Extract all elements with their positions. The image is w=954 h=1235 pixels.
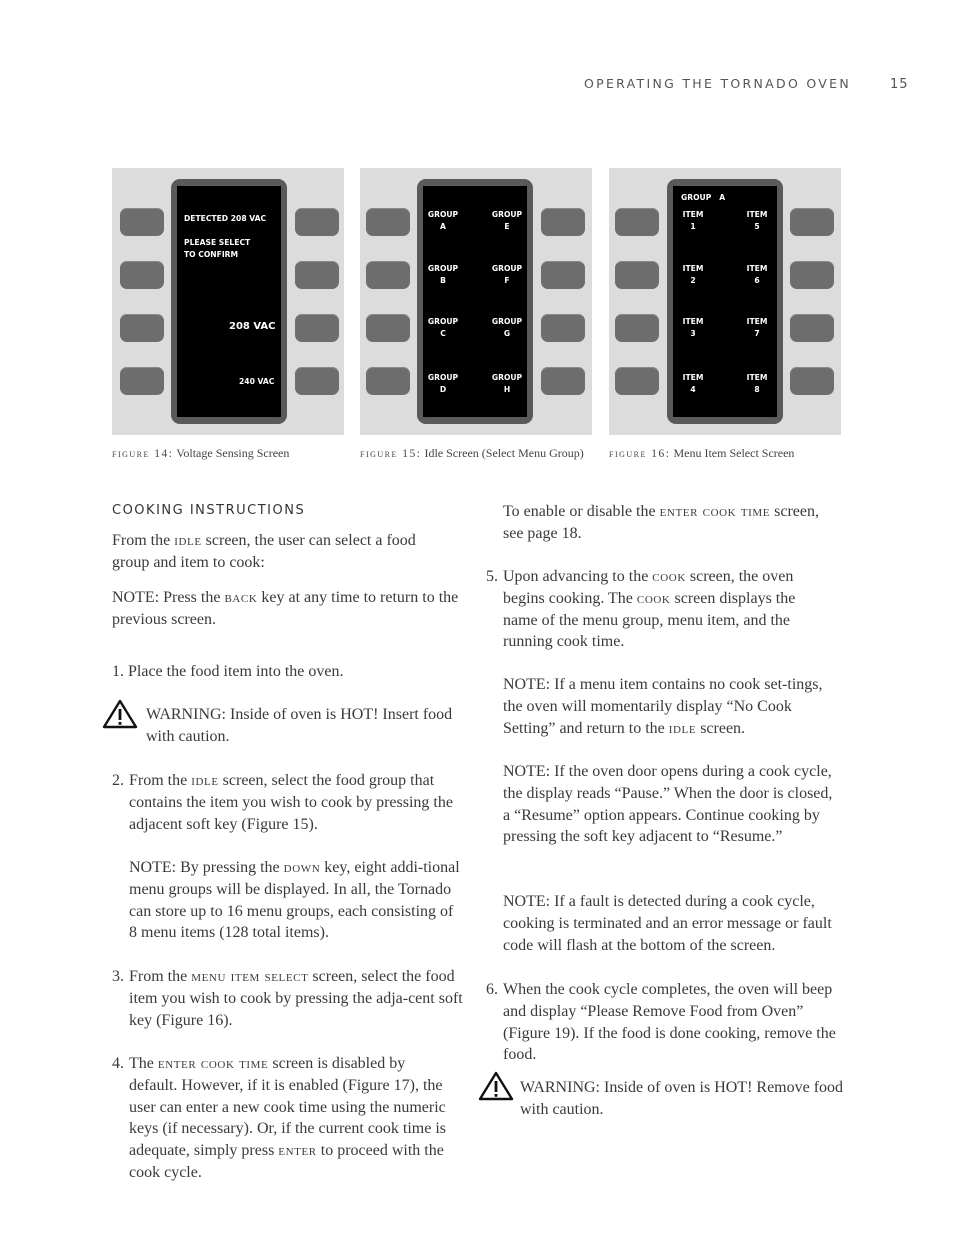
step-4-number: 4. bbox=[112, 1055, 124, 1072]
soft-key-left-2 bbox=[366, 261, 410, 289]
screen-line: TO CONFIRM bbox=[184, 250, 239, 259]
soft-key-left-3 bbox=[120, 314, 164, 342]
figure-14-voltage-screen bbox=[112, 168, 344, 435]
running-header: OPERATING THE TORNADO OVEN bbox=[584, 76, 851, 91]
page-number: 15 bbox=[890, 77, 909, 92]
soft-key-left-1 bbox=[615, 208, 659, 236]
menu-group-cell: GROUP B bbox=[427, 264, 459, 285]
menu-item-cell: ITEM 8 bbox=[746, 373, 768, 394]
step-5-note-door: NOTE: If the oven door opens during a cook cycle, the display reads “Pause.” When the door is closed, a “Resume” option appears. Continue cooking by pressing the soft key adjacent to “Resume.” bbox=[503, 763, 833, 846]
figure-16-caption: figure 16: Menu Item Select Screen bbox=[609, 446, 795, 460]
menu-group-cell: GROUP H bbox=[491, 373, 523, 394]
display-screen bbox=[673, 186, 777, 417]
warning-1: WARNING: Inside of oven is HOT! Insert food with caution. bbox=[146, 706, 453, 745]
soft-key-right-3 bbox=[541, 314, 585, 342]
warning-2: WARNING: Inside of oven is HOT! Remove food with caution. bbox=[520, 1079, 844, 1118]
screen-line: PLEASE SELECT bbox=[184, 238, 251, 247]
soft-key-right-4 bbox=[295, 367, 339, 395]
soft-key-left-4 bbox=[615, 367, 659, 395]
menu-item-cell: ITEM 4 bbox=[682, 373, 704, 394]
display-bezel bbox=[667, 179, 783, 424]
menu-item-cell: ITEM 2 bbox=[682, 264, 704, 285]
warning-icon bbox=[478, 1071, 514, 1101]
display-bezel bbox=[417, 179, 533, 424]
soft-key-left-4 bbox=[366, 367, 410, 395]
soft-key-left-1 bbox=[366, 208, 410, 236]
figure-16-menu-item-screen bbox=[609, 168, 841, 435]
soft-key-right-3 bbox=[790, 314, 834, 342]
soft-key-right-1 bbox=[295, 208, 339, 236]
soft-key-right-2 bbox=[541, 261, 585, 289]
step-3-number: 3. bbox=[112, 968, 124, 985]
display-screen bbox=[177, 186, 281, 417]
soft-key-right-1 bbox=[541, 208, 585, 236]
step-4-continued: To enable or disable the enter cook time screen, see page 18. bbox=[503, 503, 819, 542]
screen-line: DETECTED 208 VAC bbox=[184, 214, 267, 223]
soft-key-right-2 bbox=[790, 261, 834, 289]
step-1: 1. Place the food item into the oven. bbox=[112, 663, 344, 680]
soft-key-right-2 bbox=[295, 261, 339, 289]
menu-item-cell: ITEM 3 bbox=[682, 317, 704, 338]
menu-group-cell: GROUP E bbox=[491, 210, 523, 231]
warning-icon bbox=[102, 699, 138, 729]
display-screen bbox=[423, 186, 527, 417]
screen-option: 240 VAC bbox=[239, 377, 275, 386]
soft-key-left-3 bbox=[615, 314, 659, 342]
figure-14-caption: figure 14: Voltage Sensing Screen bbox=[112, 446, 290, 460]
screen-group-title: GROUP A bbox=[681, 193, 726, 202]
menu-item-cell: ITEM 7 bbox=[746, 317, 768, 338]
step-5-note-no-settings: NOTE: If a menu item contains no cook set-tings, the oven will momentarily display “No Cook Setting” and return to the idle screen. bbox=[503, 676, 823, 737]
step-4: The enter cook time screen is disabled by default. However, if it is enabled (Figure 17), the user can enter a new cook time using the numeric keys (if necessary). Or, if the current cook time is adequate, simply press enter to proceed with the cook cycle. bbox=[129, 1055, 447, 1181]
section-title: COOKING INSTRUCTIONS bbox=[112, 503, 306, 518]
soft-key-left-3 bbox=[366, 314, 410, 342]
soft-key-right-3 bbox=[295, 314, 339, 342]
step-5: Upon advancing to the cook screen, the oven begins cooking. The cook screen displays the name of the menu group, menu item, and the running cook time. bbox=[503, 568, 796, 651]
step-3: From the menu item select screen, select the food item you wish to cook by pressing the adja-cent soft key (Figure 16). bbox=[129, 968, 463, 1029]
menu-item-cell: ITEM 1 bbox=[682, 210, 704, 231]
menu-group-cell: GROUP A bbox=[427, 210, 459, 231]
step-6-number: 6. bbox=[486, 981, 498, 998]
figure-15-caption: figure 15: Idle Screen (Select Menu Group) bbox=[360, 446, 584, 460]
intro-paragraph: From the idle screen, the user can select a food group and item to cook: bbox=[112, 532, 416, 571]
soft-key-right-4 bbox=[541, 367, 585, 395]
soft-key-left-2 bbox=[120, 261, 164, 289]
soft-key-right-4 bbox=[790, 367, 834, 395]
soft-key-left-1 bbox=[120, 208, 164, 236]
step-2-note: NOTE: By pressing the down key, eight addi-tional menu groups will be displayed. In all, the Tornado can store up to 16 menu groups, each consisting of 8 menu items (128 total items). bbox=[129, 859, 460, 942]
soft-key-left-4 bbox=[120, 367, 164, 395]
soft-key-right-1 bbox=[790, 208, 834, 236]
step-5-number: 5. bbox=[486, 568, 498, 585]
menu-group-cell: GROUP G bbox=[491, 317, 523, 338]
soft-key-left-2 bbox=[615, 261, 659, 289]
step-2: From the idle screen, select the food group that contains the item you wish to cook by pressing the adjacent soft key (Figure 15). bbox=[129, 772, 453, 833]
menu-item-cell: ITEM 5 bbox=[746, 210, 768, 231]
back-key-note: NOTE: Press the back key at any time to return to the previous screen. bbox=[112, 589, 459, 628]
screen-option: 208 VAC bbox=[229, 321, 276, 332]
menu-item-cell: ITEM 6 bbox=[746, 264, 768, 285]
menu-group-cell: GROUP C bbox=[427, 317, 459, 338]
step-5-note-fault: NOTE: If a fault is detected during a cook cycle, cooking is terminated and an error message or fault code will flash at the bottom of the screen. bbox=[503, 893, 832, 954]
step-6: When the cook cycle completes, the oven will beep and display “Please Remove Food from Oven” (Figure 19). If the food is done cooking, remove the food. bbox=[503, 981, 836, 1064]
figure-15-idle-screen bbox=[360, 168, 592, 435]
menu-group-cell: GROUP D bbox=[427, 373, 459, 394]
menu-group-cell: GROUP F bbox=[491, 264, 523, 285]
step-2-number: 2. bbox=[112, 772, 124, 789]
display-bezel bbox=[171, 179, 287, 424]
